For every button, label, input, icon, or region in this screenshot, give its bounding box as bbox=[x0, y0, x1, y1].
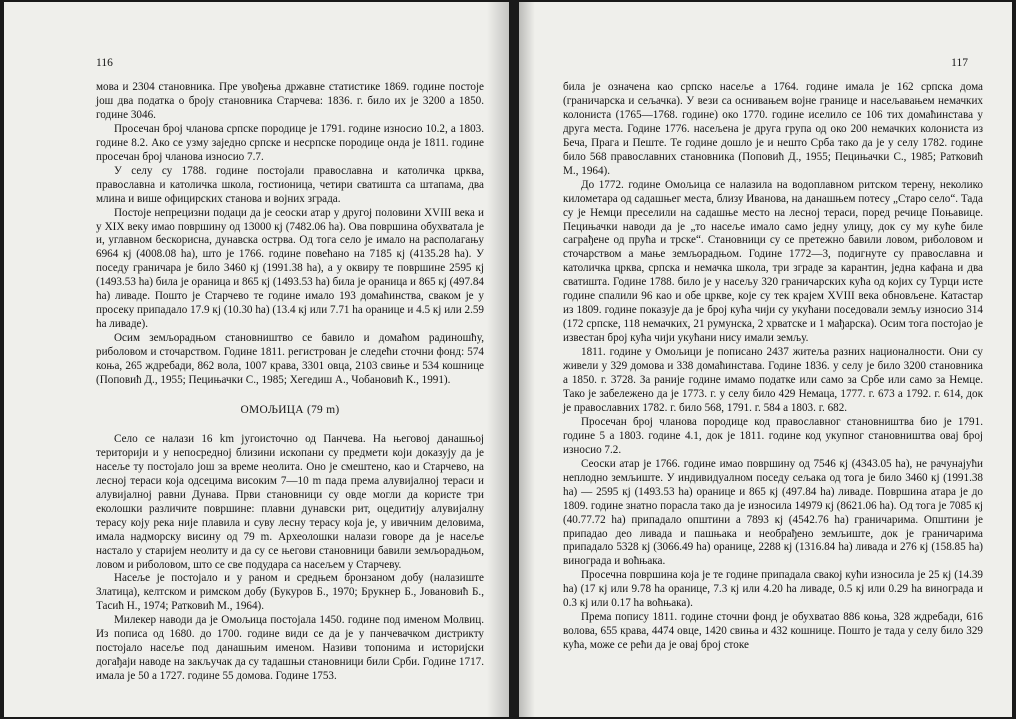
paragraph: У селу су 1788. године постојали православна и католичка црква, православна и католичка школа, гостионица, четири сватишта са штапама, два млина и више официрских станова и војних зграда. bbox=[96, 164, 484, 205]
gutter-shadow bbox=[487, 2, 509, 717]
paragraph: Милекер наводи да је Омољица постојала 1450. године под именом Молвиц. Из пописа од 1680. до 1700. године види се да је у панчевачком дистрикту постојало насеље под данашњим именом. Називи топонима и историјски догађаји наводе на закључак да су тадашњи становници били Срби. Године 1717. имала је 50 а 1727. године 55 домова. Године 1753. bbox=[96, 614, 484, 683]
left-page-text bbox=[96, 81, 484, 684]
paragraph: мова и 2304 становника. Пре увођења државне статистике 1869. године постоје још два податка о броју становника Старчева: 1836. г. било их је 3200 а 1850. године 3046. bbox=[96, 81, 484, 121]
paragraph: До 1772. године Омољица се налазила на водоплавном ритском терену, неколико километара од садашњег места, близу Иванова, на данашњем потесу „Старо село“. Тада су је Немци преселили на садашње место на лесној тераси, поред речице Поњавице. Пецињачки наводи да је „то насеље имало само једну улицу, док су му куће биле саграђене од прућа и трске“. Становници су се претежно бавили ловом, риболовом и сточарством а мање земљорадњом. Године 1772—3, подигнуте су православна и католичка црква, српска и немачка школа, три зграде за карантин, једна кафана и два сватишта. Године 1788. било је у насељу 320 граничарских кућа од којих су Турци исте године спалили 96 као и обе цркве, које су тек крајем XVIII века обновљене. Катастар из 1809. године показује да је број кућа чији су укућани поседовали земљу износио 314 (172 српске, 118 немачких, 21 румунска, 2 хрватске и 1 мађарска). Осим тога постојао је известан број кућа чији укућани нису имали земљу. bbox=[563, 178, 983, 345]
gutter-shadow bbox=[519, 2, 535, 717]
paragraph: Просечан број чланова српске породице је 1791. године износио 10.2, а 1803. године 8.2. Ако се узму заједно српске и несрпске породице онда је 1811. године просечан број чланова износио 7.7. bbox=[96, 122, 484, 163]
right-page-text bbox=[563, 81, 983, 653]
paragraph: Осим земљорадњом становништво се бавило и домаћом радиношћу, риболовом и сточарством. Године 1811. регистрован је следећи сточни фонд: 574 коња, 265 ждребади, 862 вола, 1007 крава, 3301 овца, 2103 свиње и 534 кошнице (Поповић Д., 1955; Пецињачки С., 1985; Хегедиш А., Чобановић К., 1991). bbox=[96, 332, 484, 387]
paragraph: Село се налази 16 km југоисточно од Панчева. На његовој данашњој територији и у непосредној близини ископани су предмети који доказују да је насеље ту постојало још за време неолита. Оно је смештено, као и Старчево, на лесној тераси којa одсецима високим 7—10 m пада према алувијалној тераси и алувијалној равни Дунава. Први становници су овде могли да користе три еколошки различите површине: плавни дунавски рит, оцедитију алувијалну терасу коју река није плавила и суву лесну терасу која је, у ивичним деловима, имала надморску висину од 79 m. Археолошки налази говоре да је насеље настало у старијем неолиту и да су се његови становници бавили земљорадњом, ловом и риболовом, што се све подудара са насељем у Старчеву. bbox=[96, 432, 484, 571]
paragraph: 1811. године у Омољици је пописано 2437 житеља разних националности. Они су живели у 329 домова и 338 домаћинстава. Године 1836. у селу је било 3200 становника а 1850. г. 3728. За раније године имамо податке или само за Србе или само за Немце. Тако је забележено да је 1773. г. у селу било 429 Немаца, 1777. г. 673 а 1792. г. 614, док је православних 1782. г. било 568, 1791. г. 584 а 1803. г. 682. bbox=[563, 346, 983, 414]
paragraph: Просечна површина која је те године припадала свакој кући износила је 25 кј (14.39 ha) (17 кј или 9.78 ha оранице, 7.3 кј или 4.20 ha ливаде, 0.5 кј или 0.29 ha винограда и 0.3 кј или 0.17 ha воћњака). bbox=[563, 569, 983, 610]
paragraph: била је означена као српско насеље а 1764. године имала је 162 српска дома (граничарска и сељачка). У вези са оснивањем војне границе и насељавањем немачких колониста (1765—1768. године) око 1770. године иселило се 106 тих домаћинстава у друга места. Године 1776. насељена је друга група од око 200 немачких колониста из Беча, Прага и Пеште. Те године дошло је и нешто Срба тако да је у селу 1782. године било 568 православних становника (Поповић Д., 1955; Пецињачки С., 1985; Ратковић М., 1964). bbox=[563, 81, 983, 177]
left-page bbox=[4, 2, 509, 717]
paragraph: Постоје непрецизни подаци да је сеоски атар у другој половини XVIII века и у XIX веку имао површину од 13000 кј (7482.06 ha). Ова површина обухватала је и, углавном бескорисна, дунавска острва. Од тога село је имало на располагању 6964 кј (4008.08 ha), што је 1766. године повећано на 7185 кј (4135.28 ha). У поседу граничара је било 3460 кј (1991.38 ha), а у оквиру те површине 2595 кј (1493.53 ha) била је ораница и 865 кј (1493.53 ha) била је ораница и 865 кј (497.84 ha) ливаде. Пошто је Старчево те године имало 193 домаћинства, сваком је у просеку припадало 17.9 кј (10.30 ha) (13.4 кј или 7.71 ha оранице и 4.5 кј или 2.59 ha ливаде). bbox=[96, 206, 484, 331]
page-number: 117 bbox=[951, 57, 968, 69]
section-heading: ОМОЉИЦА (79 m) bbox=[240, 403, 340, 416]
right-page bbox=[519, 2, 1012, 717]
paragraph: Насеље је постојало и у раном и средњем бронзаном добу (налазиште Златица), келтском и римском добу (Букуров Б., 1970; Брукнер Б., Јовановић Б., Тасић Н., 1974; Ратковић М., 1964). bbox=[96, 572, 484, 613]
paragraph: Просечан број чланова породице код православног становништва био је 1791. године 5 а 1803. године 4.1, док је 1811. године код укупног становништва овај број износио 7.2. bbox=[563, 415, 983, 456]
page-number: 116 bbox=[96, 57, 113, 69]
paragraph: Сеоски атар је 1766. године имао површину од 7546 кј (4343.05 ha), не рачунајући неплодно земљиште. У индивидуалном поседу сељака од тога је било 3460 кј (1991.38 ha) — 2595 кј (1493.53 ha) оранице и 865 кј (497.84 ha) ливаде. Површина атара је до 1809. године знатно порасла тако да је износила 14979 кј (8621.06 ha). Од тога је 7085 кј (40.77.72 ha) припадало општини а 7893 кј (4542.76 ha) граничарима. Општини је припадао део ливада и пашњака и необрађено земљиште, док је граничарима припадало 5328 кј (3066.49 ha) оранице, 2288 кј (1316.84 ha) ливада и 276 кј (158.85 ha) винограда и воћњака. bbox=[563, 457, 983, 568]
paragraph: Према попису 1811. године сточни фонд је обухватао 886 коња, 328 ждребади, 616 волова, 655 крава, 4474 овце, 1420 свиња и 432 кошнице. Пошто је тада у селу било 329 кућа, може се рећи да је овај број стоке bbox=[563, 611, 983, 652]
